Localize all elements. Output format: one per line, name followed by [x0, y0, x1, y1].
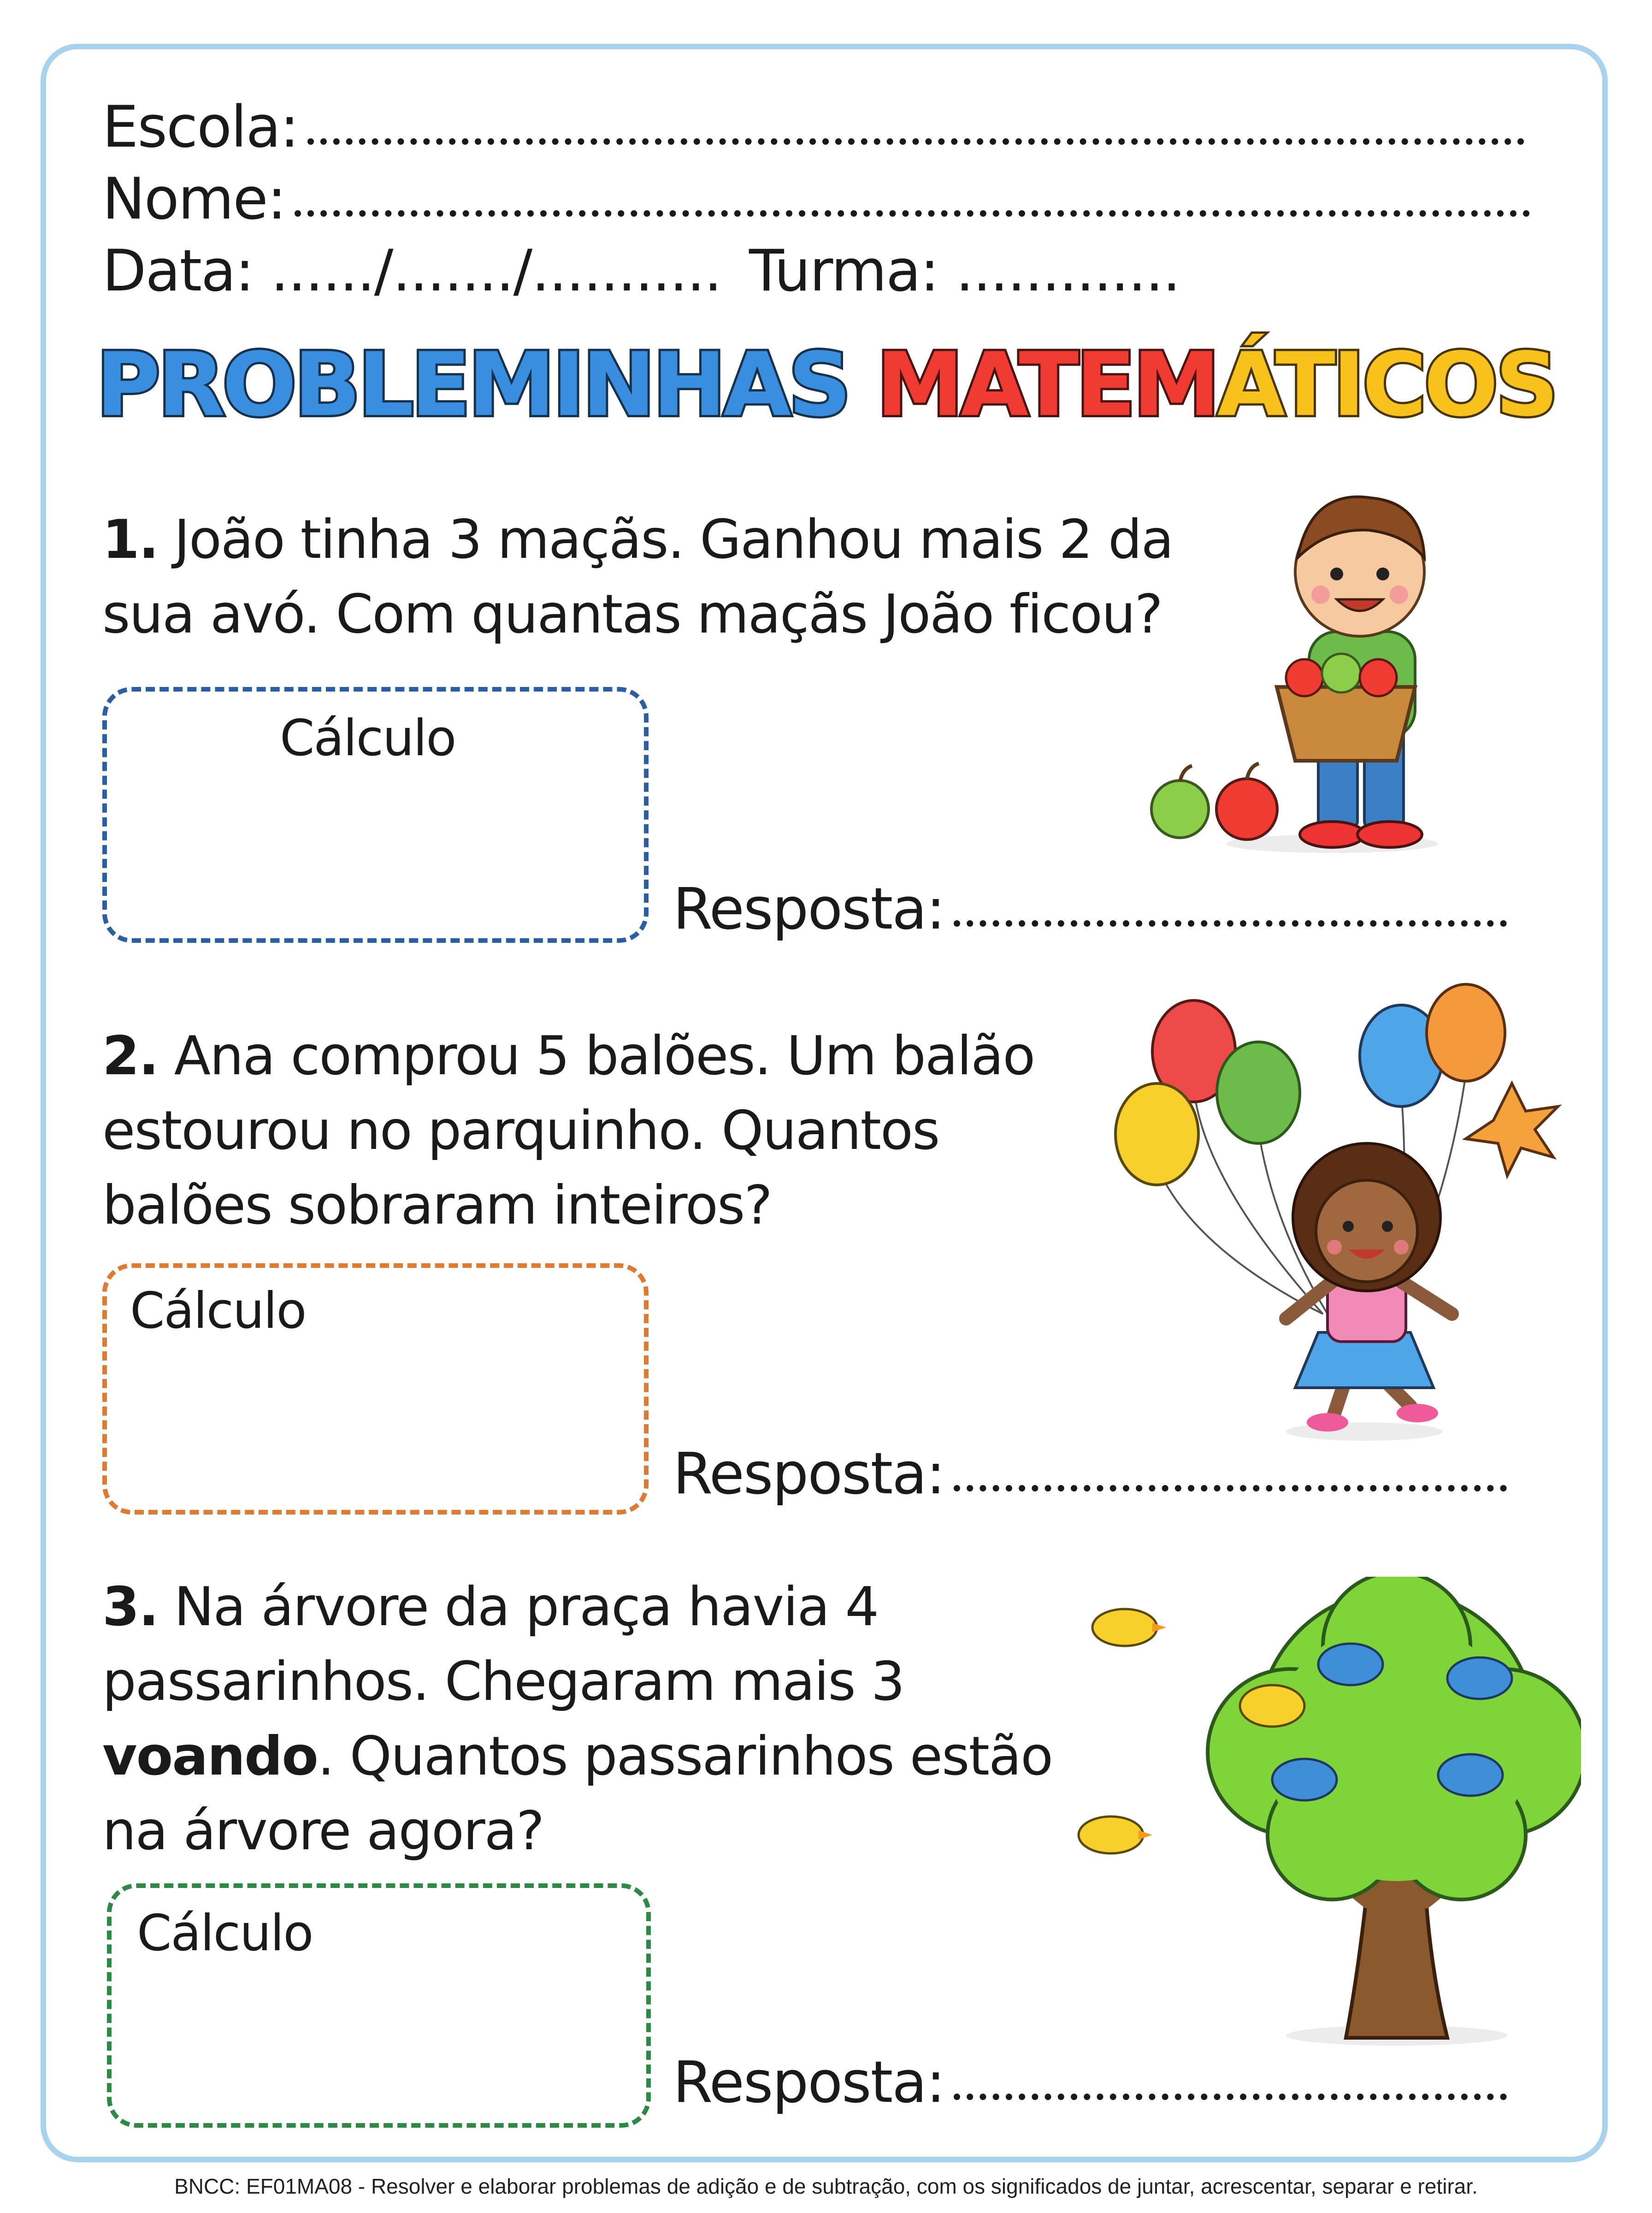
problem-2-answer-line[interactable]: [954, 1485, 1507, 1491]
boy-apples-icon: [1139, 479, 1489, 858]
girl-balloons-icon: [1106, 982, 1576, 1448]
problem-1-answer: Resposta:: [673, 881, 1507, 938]
data-label[interactable]: Data: ....../......./...........: [102, 238, 721, 304]
problem-1-calc-box[interactable]: [102, 687, 649, 943]
nome-field: Nome:: [102, 171, 1530, 228]
title-part-red: MATEM: [876, 334, 1218, 436]
calc-label: Cálculo: [280, 710, 456, 767]
data-field: [102, 238, 721, 304]
turma-field: [749, 238, 1180, 304]
problem-3-answer: Resposta:: [673, 2054, 1507, 2111]
page-title: [0, 334, 1652, 436]
calc-label: Cálculo: [130, 1282, 306, 1340]
title-part-blue: PROBLEMINHAS: [96, 334, 849, 436]
escola-line[interactable]: [307, 138, 1524, 145]
tree-birds-icon: [1074, 1577, 1581, 2047]
problem-3-calc-box[interactable]: [107, 1883, 651, 2128]
problem-1-text: 1. João tinha 3 maçãs. Ganhou mais 2 da sua avó. Com quantas maçãs João ficou?: [102, 509, 1173, 645]
problem-2-calc-box[interactable]: [102, 1263, 649, 1515]
turma-label[interactable]: Turma: .............: [749, 238, 1180, 304]
problem-3-answer-line[interactable]: [954, 2094, 1507, 2100]
problem-2-text: 2. Ana comprou 5 balões. Um balão estourou no parquinho. Quantos balões sobraram inteiros?: [102, 1025, 1035, 1237]
title-part-yellow: ÁTICOS: [1217, 334, 1556, 436]
nome-line[interactable]: [295, 210, 1530, 217]
calc-label: Cálculo: [137, 1905, 313, 1962]
problem-2-answer: Resposta:: [673, 1445, 1507, 1503]
escola-field: Escola:: [102, 99, 1524, 156]
problem-1-answer-line[interactable]: [954, 920, 1507, 927]
problem-3-text: 3. Na árvore da praça havia 4 passarinhos. Chegaram mais 3 voando. Quantos passarinhos estão na árvore agora?: [102, 1576, 1053, 1862]
bncc-footer: BNCC: EF01MA08 - Resolver e elaborar problemas de adição e de subtração, com os significados de juntar, acrescentar, separar e retirar.: [174, 2174, 1478, 2198]
